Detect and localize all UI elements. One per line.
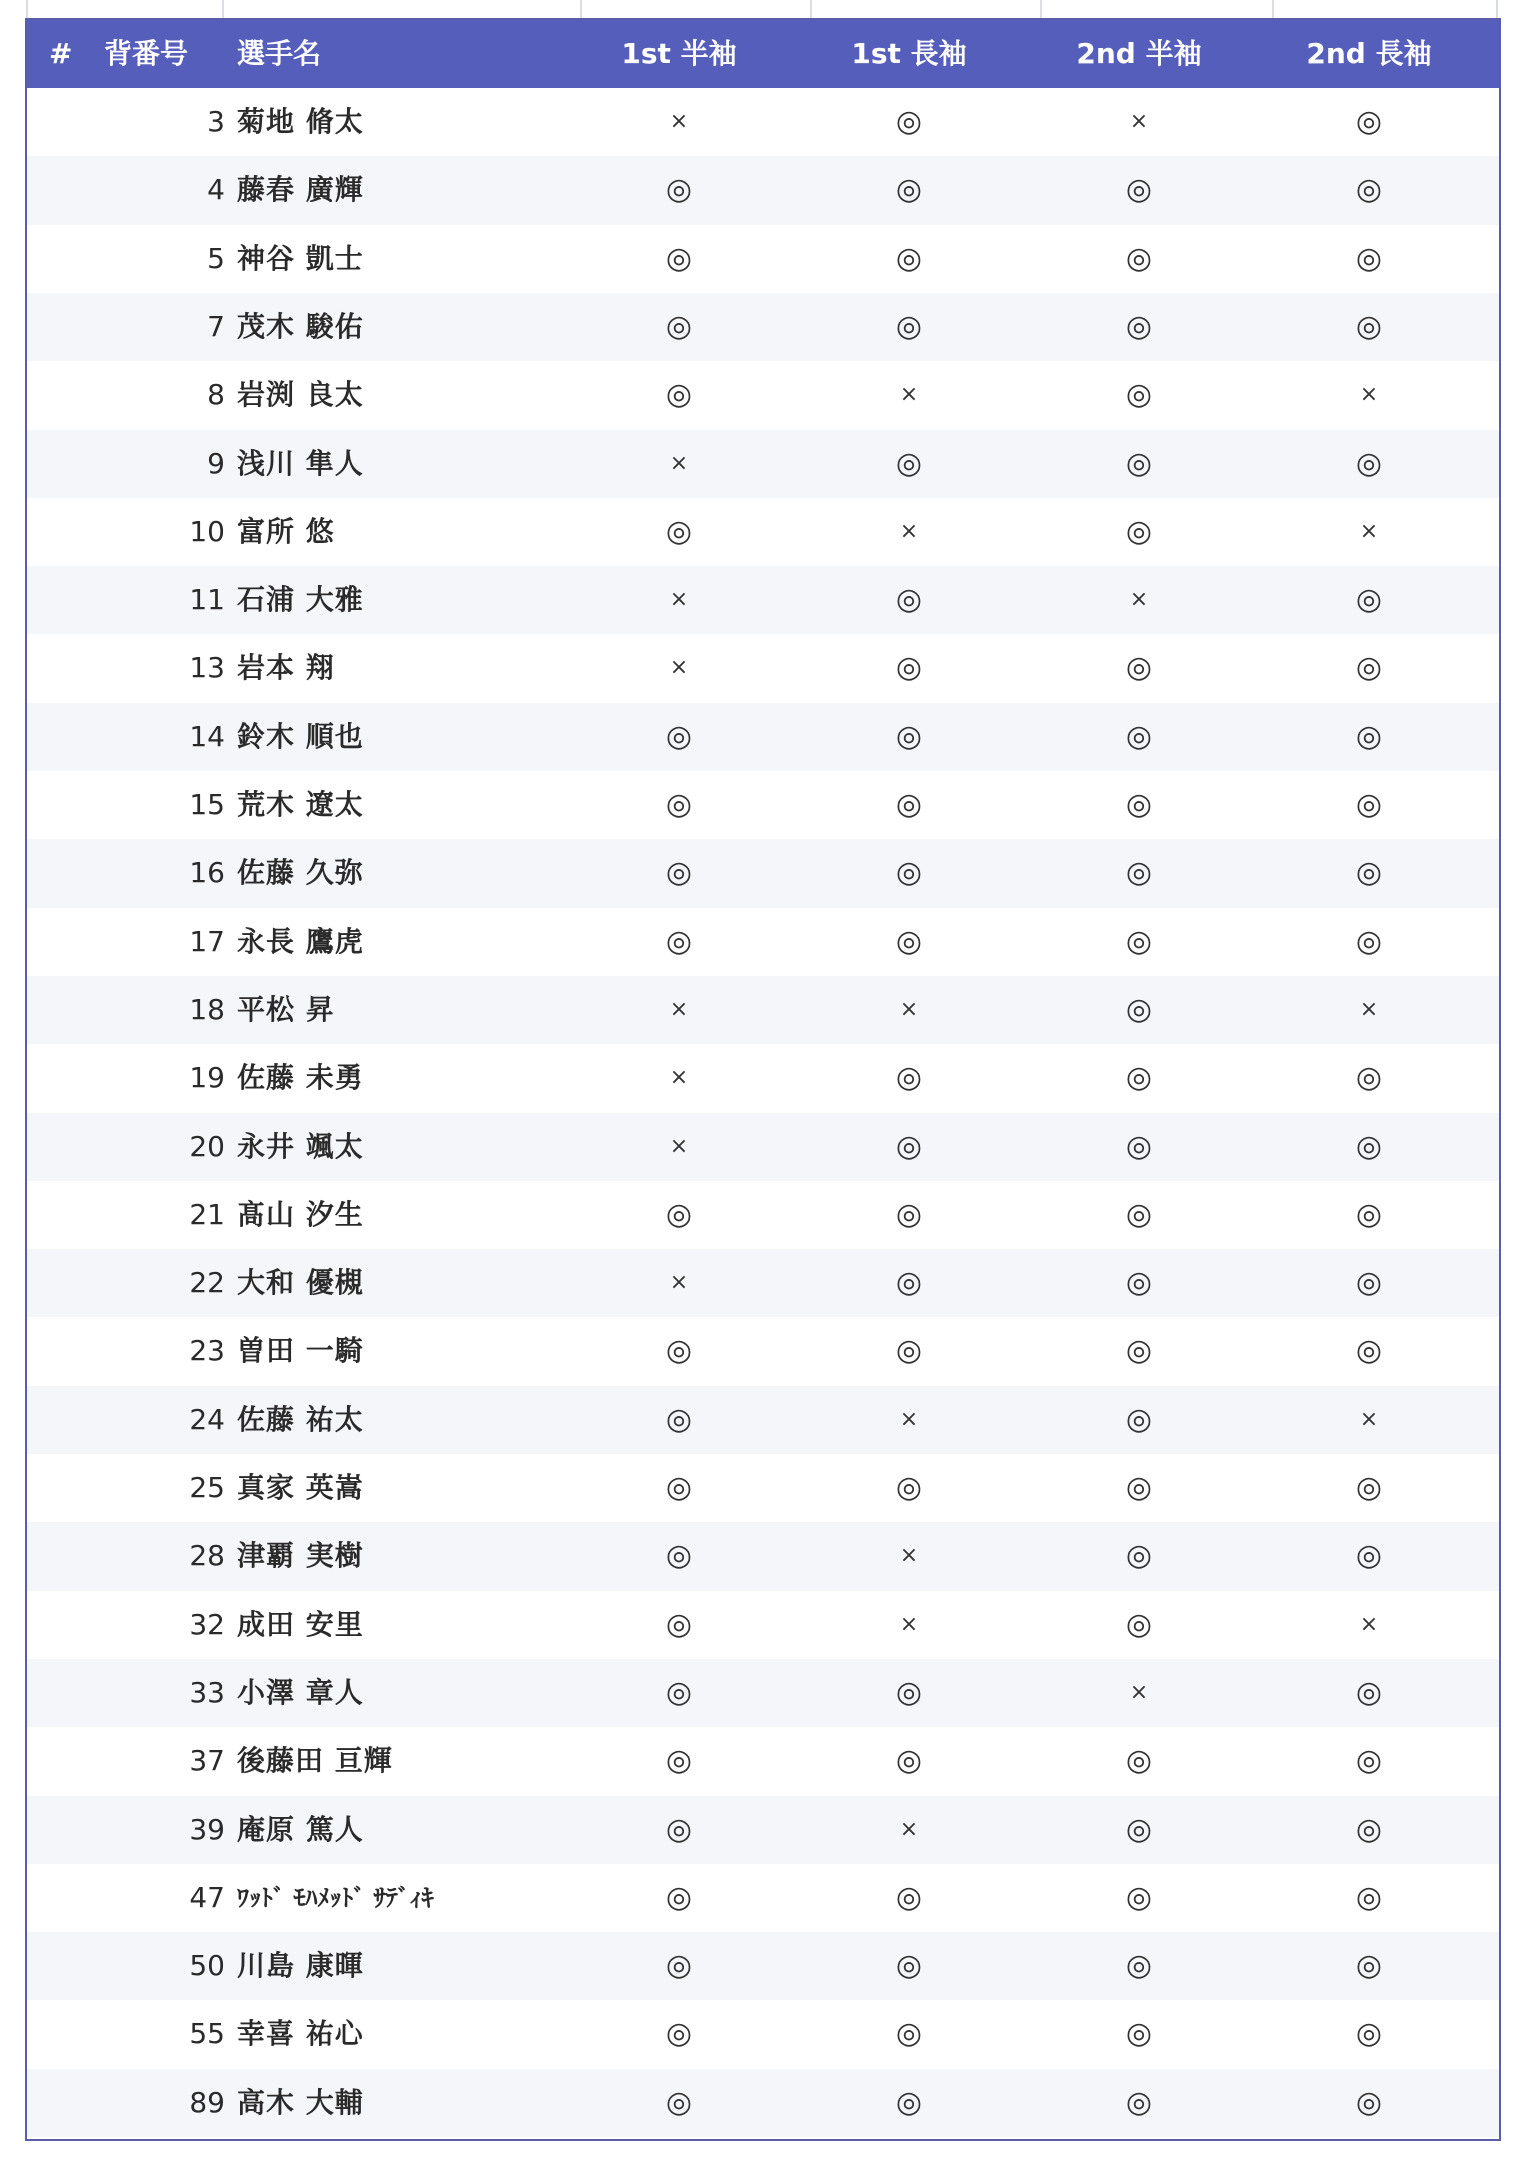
cell-2nd-long-sleeve-available-icon: ◎ <box>1355 1265 1383 1301</box>
header-1st-short-sleeve: 1st 半袖 <box>621 37 737 70</box>
cell-2nd-long-sleeve-available-icon: ◎ <box>1355 1743 1383 1779</box>
cell-2nd-long-sleeve-available-icon: ◎ <box>1355 787 1383 822</box>
player-name: 川島 康暉 <box>237 1949 364 1983</box>
cell-2nd-long-sleeve-available-icon: ◎ <box>1355 1948 1383 1984</box>
player-number: 33 <box>189 1675 225 1709</box>
player-name: 茂木 駿佑 <box>237 309 364 343</box>
player-number: 22 <box>189 1266 225 1300</box>
player-number: 10 <box>189 514 225 548</box>
player-number: 47 <box>189 1880 225 1914</box>
cell-2nd-short-sleeve-available-icon: ◎ <box>1125 240 1153 276</box>
table-row <box>27 1044 1499 1112</box>
cell-1st-short-sleeve-available-icon: ◎ <box>665 855 693 891</box>
table-row <box>27 430 1499 498</box>
table-row <box>27 566 1499 634</box>
cell-2nd-short-sleeve-available-icon: ◎ <box>1125 308 1153 344</box>
cell-1st-short-sleeve-available-icon: ◎ <box>665 1674 693 1710</box>
player-name: 岩渕 良太 <box>237 378 364 412</box>
cell-2nd-short-sleeve-available-icon: ◎ <box>1125 445 1153 481</box>
player-name: ﾜｯﾄﾞ ﾓﾊﾒｯﾄﾞ ｻﾃﾞｨｷ <box>237 1883 434 1912</box>
cell-2nd-short-sleeve-available-icon: ◎ <box>1125 1470 1153 1505</box>
cell-1st-long-sleeve-available-icon: ◎ <box>895 1879 923 1915</box>
cell-1st-short-sleeve-available-icon: ◎ <box>665 2016 693 2052</box>
table-top-edge <box>26 0 1498 18</box>
player-number: 32 <box>189 1607 225 1641</box>
player-number: 11 <box>189 583 225 617</box>
cell-1st-long-sleeve-unavailable-icon: × <box>899 1543 919 1569</box>
cell-1st-short-sleeve-available-icon: ◎ <box>665 172 693 208</box>
table-row <box>27 2000 1499 2068</box>
cell-2nd-long-sleeve-unavailable-icon: × <box>1359 1611 1379 1637</box>
cell-1st-long-sleeve-available-icon: ◎ <box>895 2084 923 2120</box>
table-row <box>27 1113 1499 1181</box>
cell-1st-short-sleeve-available-icon: ◎ <box>665 718 693 754</box>
cell-1st-long-sleeve-unavailable-icon: × <box>899 1816 919 1842</box>
player-name: 菊地 脩太 <box>237 105 364 138</box>
cell-1st-short-sleeve-unavailable-icon: × <box>669 587 689 613</box>
cell-1st-short-sleeve-available-icon: ◎ <box>665 1948 693 1984</box>
cell-1st-short-sleeve-available-icon: ◎ <box>665 1401 693 1437</box>
table-row <box>27 703 1499 771</box>
cell-2nd-short-sleeve-available-icon: ◎ <box>1125 991 1153 1027</box>
cell-1st-long-sleeve-available-icon: ◎ <box>895 1948 923 1984</box>
player-number: 25 <box>189 1471 225 1504</box>
cell-1st-long-sleeve-available-icon: ◎ <box>895 1470 923 1505</box>
player-number: 9 <box>207 446 225 480</box>
player-number: 55 <box>189 2017 225 2051</box>
cell-1st-short-sleeve-available-icon: ◎ <box>665 240 693 276</box>
cell-2nd-long-sleeve-available-icon: ◎ <box>1355 1674 1383 1710</box>
cell-2nd-short-sleeve-available-icon: ◎ <box>1125 1128 1153 1164</box>
cell-1st-long-sleeve-available-icon: ◎ <box>895 1743 923 1779</box>
column-divider <box>222 0 224 18</box>
table-row <box>27 1522 1499 1590</box>
cell-1st-short-sleeve-available-icon: ◎ <box>665 1606 693 1642</box>
table-row <box>27 293 1499 361</box>
player-name: 佐藤 久弥 <box>237 856 364 890</box>
player-number: 8 <box>207 378 225 412</box>
cell-2nd-short-sleeve-available-icon: ◎ <box>1125 1538 1153 1574</box>
player-name: 神谷 凱士 <box>237 241 364 275</box>
table-row <box>27 88 1499 156</box>
table-row <box>27 361 1499 429</box>
cell-1st-long-sleeve-unavailable-icon: × <box>899 996 919 1022</box>
cell-1st-short-sleeve-available-icon: ◎ <box>665 1879 693 1915</box>
player-number: 4 <box>207 173 225 207</box>
cell-2nd-long-sleeve-available-icon: ◎ <box>1355 855 1383 891</box>
cell-2nd-short-sleeve-available-icon: ◎ <box>1125 1811 1153 1847</box>
player-number: 15 <box>189 788 225 821</box>
header-2nd-short-sleeve: 2nd 半袖 <box>1076 37 1202 70</box>
cell-1st-long-sleeve-available-icon: ◎ <box>895 2016 923 2052</box>
cell-2nd-short-sleeve-available-icon: ◎ <box>1125 855 1153 891</box>
cell-1st-long-sleeve-available-icon: ◎ <box>895 308 923 344</box>
player-name: 平松 昇 <box>237 992 335 1026</box>
cell-1st-long-sleeve-available-icon: ◎ <box>895 1128 923 1164</box>
table-row <box>27 1659 1499 1727</box>
cell-1st-long-sleeve-available-icon: ◎ <box>895 787 923 822</box>
cell-1st-long-sleeve-unavailable-icon: × <box>899 1406 919 1432</box>
player-number: 16 <box>189 856 225 890</box>
table-row <box>27 1591 1499 1659</box>
table-header <box>27 20 1499 88</box>
cell-1st-short-sleeve-available-icon: ◎ <box>665 787 693 822</box>
cell-2nd-short-sleeve-available-icon: ◎ <box>1125 718 1153 754</box>
cell-1st-long-sleeve-available-icon: ◎ <box>895 445 923 481</box>
player-number: 23 <box>189 1334 225 1368</box>
cell-1st-long-sleeve-available-icon: ◎ <box>895 718 923 754</box>
cell-1st-short-sleeve-available-icon: ◎ <box>665 1811 693 1847</box>
cell-1st-long-sleeve-unavailable-icon: × <box>899 518 919 544</box>
player-number: 89 <box>189 2085 225 2119</box>
cell-2nd-short-sleeve-available-icon: ◎ <box>1125 172 1153 208</box>
cell-2nd-long-sleeve-available-icon: ◎ <box>1355 308 1383 344</box>
player-number: 20 <box>189 1129 225 1163</box>
cell-2nd-long-sleeve-unavailable-icon: × <box>1359 1406 1379 1432</box>
column-divider <box>580 0 582 18</box>
cell-2nd-long-sleeve-available-icon: ◎ <box>1355 650 1383 686</box>
table-row <box>27 225 1499 293</box>
player-number: 21 <box>189 1197 225 1231</box>
player-number: 5 <box>207 241 225 275</box>
cell-1st-short-sleeve-available-icon: ◎ <box>665 1538 693 1574</box>
cell-2nd-long-sleeve-available-icon: ◎ <box>1355 445 1383 481</box>
cell-2nd-long-sleeve-available-icon: ◎ <box>1355 923 1383 959</box>
table-row <box>27 771 1499 839</box>
cell-1st-short-sleeve-unavailable-icon: × <box>669 1270 689 1296</box>
cell-1st-long-sleeve-available-icon: ◎ <box>895 1333 923 1369</box>
player-number: 19 <box>189 1061 225 1095</box>
player-name: 荒木 遼太 <box>237 788 364 821</box>
cell-1st-long-sleeve-available-icon: ◎ <box>895 240 923 276</box>
cell-2nd-long-sleeve-available-icon: ◎ <box>1355 104 1383 139</box>
cell-1st-long-sleeve-unavailable-icon: × <box>899 1611 919 1637</box>
cell-1st-long-sleeve-available-icon: ◎ <box>895 172 923 208</box>
cell-1st-short-sleeve-available-icon: ◎ <box>665 2084 693 2120</box>
table-row <box>27 1796 1499 1864</box>
cell-1st-short-sleeve-unavailable-icon: × <box>669 109 689 134</box>
player-name: 髙山 汐生 <box>237 1197 364 1231</box>
header-1st-long-sleeve: 1st 長袖 <box>851 37 967 70</box>
cell-2nd-long-sleeve-available-icon: ◎ <box>1355 1811 1383 1847</box>
cell-2nd-short-sleeve-available-icon: ◎ <box>1125 923 1153 959</box>
cell-2nd-long-sleeve-available-icon: ◎ <box>1355 2016 1383 2052</box>
cell-2nd-long-sleeve-available-icon: ◎ <box>1355 1333 1383 1369</box>
cell-2nd-long-sleeve-available-icon: ◎ <box>1355 1470 1383 1505</box>
player-number: 18 <box>189 992 225 1026</box>
table-row <box>27 634 1499 702</box>
cell-1st-long-sleeve-unavailable-icon: × <box>899 382 919 408</box>
header-index: # <box>49 37 73 70</box>
cell-2nd-short-sleeve-unavailable-icon: × <box>1129 587 1149 613</box>
player-number: 7 <box>207 309 225 343</box>
player-number: 17 <box>189 924 225 958</box>
player-name: 鈴木 順也 <box>237 719 364 753</box>
cell-2nd-short-sleeve-available-icon: ◎ <box>1125 1060 1153 1096</box>
cell-1st-long-sleeve-available-icon: ◎ <box>895 1674 923 1710</box>
player-name: 津覇 実樹 <box>237 1539 364 1573</box>
cell-2nd-short-sleeve-available-icon: ◎ <box>1125 2084 1153 2120</box>
cell-1st-short-sleeve-available-icon: ◎ <box>665 377 693 413</box>
cell-1st-long-sleeve-available-icon: ◎ <box>895 104 923 139</box>
player-name: 石浦 大雅 <box>237 583 364 617</box>
cell-1st-short-sleeve-unavailable-icon: × <box>669 1133 689 1159</box>
header-player-name: 選手名 <box>237 37 322 70</box>
cell-1st-long-sleeve-available-icon: ◎ <box>895 1196 923 1232</box>
table-row <box>27 976 1499 1044</box>
player-name: 岩本 翔 <box>237 651 335 685</box>
cell-2nd-short-sleeve-available-icon: ◎ <box>1125 1196 1153 1232</box>
cell-1st-long-sleeve-available-icon: ◎ <box>895 923 923 959</box>
table-row <box>27 1864 1499 1932</box>
cell-2nd-long-sleeve-unavailable-icon: × <box>1359 518 1379 544</box>
player-number: 37 <box>189 1744 225 1778</box>
player-name: 小澤 章人 <box>237 1675 364 1709</box>
player-number: 39 <box>189 1812 225 1846</box>
cell-2nd-long-sleeve-available-icon: ◎ <box>1355 2084 1383 2120</box>
cell-2nd-short-sleeve-available-icon: ◎ <box>1125 787 1153 822</box>
cell-2nd-long-sleeve-available-icon: ◎ <box>1355 1196 1383 1232</box>
player-name: 藤春 廣輝 <box>237 173 364 207</box>
player-number: 28 <box>189 1539 225 1573</box>
table-row <box>27 498 1499 566</box>
cell-2nd-short-sleeve-available-icon: ◎ <box>1125 513 1153 549</box>
column-divider <box>1272 0 1274 18</box>
table-row <box>27 1386 1499 1454</box>
player-name: 浅川 隼人 <box>237 446 364 480</box>
cell-2nd-short-sleeve-unavailable-icon: × <box>1129 1679 1149 1705</box>
table-row <box>27 839 1499 907</box>
table-row <box>27 1249 1499 1317</box>
cell-2nd-short-sleeve-available-icon: ◎ <box>1125 1948 1153 1984</box>
table-row <box>27 156 1499 224</box>
cell-2nd-short-sleeve-unavailable-icon: × <box>1129 109 1149 134</box>
cell-2nd-long-sleeve-available-icon: ◎ <box>1355 172 1383 208</box>
cell-2nd-short-sleeve-available-icon: ◎ <box>1125 650 1153 686</box>
player-name: 成田 安里 <box>237 1607 364 1641</box>
cell-2nd-short-sleeve-available-icon: ◎ <box>1125 1606 1153 1642</box>
player-name: 庵原 篤人 <box>237 1812 364 1846</box>
player-number: 13 <box>189 651 225 685</box>
cell-2nd-long-sleeve-available-icon: ◎ <box>1355 1128 1383 1164</box>
cell-1st-long-sleeve-available-icon: ◎ <box>895 1060 923 1096</box>
cell-2nd-short-sleeve-available-icon: ◎ <box>1125 1879 1153 1915</box>
player-name: 幸喜 祐心 <box>237 2017 364 2051</box>
cell-1st-short-sleeve-available-icon: ◎ <box>665 923 693 959</box>
player-number: 50 <box>189 1949 225 1983</box>
cell-1st-long-sleeve-available-icon: ◎ <box>895 855 923 891</box>
player-name: 富所 悠 <box>237 514 335 548</box>
cell-1st-short-sleeve-unavailable-icon: × <box>669 1065 689 1091</box>
header-number: 背番号 <box>104 37 189 70</box>
cell-2nd-short-sleeve-available-icon: ◎ <box>1125 1265 1153 1301</box>
cell-2nd-long-sleeve-available-icon: ◎ <box>1355 582 1383 618</box>
table-row <box>27 2069 1499 2137</box>
player-name: 曽田 一騎 <box>237 1334 364 1368</box>
cell-2nd-long-sleeve-available-icon: ◎ <box>1355 1879 1383 1915</box>
cell-2nd-short-sleeve-available-icon: ◎ <box>1125 1333 1153 1369</box>
player-name: 佐藤 未勇 <box>237 1061 364 1095</box>
table-row <box>27 1181 1499 1249</box>
player-name: 真家 英嵩 <box>237 1471 364 1504</box>
player-number: 24 <box>189 1402 225 1436</box>
player-name: 高木 大輔 <box>237 2085 364 2119</box>
player-number: 3 <box>207 105 225 138</box>
cell-2nd-short-sleeve-available-icon: ◎ <box>1125 377 1153 413</box>
cell-2nd-long-sleeve-unavailable-icon: × <box>1359 382 1379 408</box>
player-name: 後藤田 亘輝 <box>237 1744 393 1778</box>
cell-2nd-long-sleeve-available-icon: ◎ <box>1355 240 1383 276</box>
player-name: 永井 颯太 <box>237 1129 364 1163</box>
uniform-availability-table <box>25 18 1501 2141</box>
player-name: 佐藤 祐太 <box>237 1402 364 1436</box>
cell-2nd-long-sleeve-available-icon: ◎ <box>1355 718 1383 754</box>
cell-2nd-long-sleeve-unavailable-icon: × <box>1359 996 1379 1022</box>
cell-2nd-long-sleeve-available-icon: ◎ <box>1355 1538 1383 1574</box>
cell-1st-short-sleeve-unavailable-icon: × <box>669 655 689 681</box>
cell-1st-long-sleeve-available-icon: ◎ <box>895 582 923 618</box>
cell-1st-long-sleeve-available-icon: ◎ <box>895 1265 923 1301</box>
cell-2nd-long-sleeve-available-icon: ◎ <box>1355 1060 1383 1096</box>
cell-1st-short-sleeve-available-icon: ◎ <box>665 1196 693 1232</box>
cell-1st-long-sleeve-available-icon: ◎ <box>895 650 923 686</box>
table-row <box>27 1932 1499 2000</box>
table-row <box>27 1317 1499 1385</box>
table-row <box>27 908 1499 976</box>
cell-1st-short-sleeve-unavailable-icon: × <box>669 450 689 476</box>
cell-1st-short-sleeve-available-icon: ◎ <box>665 1333 693 1369</box>
table-row <box>27 1727 1499 1795</box>
header-2nd-long-sleeve: 2nd 長袖 <box>1306 37 1432 70</box>
cell-1st-short-sleeve-available-icon: ◎ <box>665 513 693 549</box>
cell-2nd-short-sleeve-available-icon: ◎ <box>1125 1401 1153 1437</box>
player-name: 永長 鷹虎 <box>237 924 364 958</box>
table-row <box>27 1454 1499 1522</box>
cell-1st-short-sleeve-available-icon: ◎ <box>665 1743 693 1779</box>
column-divider <box>810 0 812 18</box>
cell-2nd-short-sleeve-available-icon: ◎ <box>1125 2016 1153 2052</box>
cell-1st-short-sleeve-unavailable-icon: × <box>669 996 689 1022</box>
cell-1st-short-sleeve-available-icon: ◎ <box>665 1470 693 1505</box>
cell-2nd-short-sleeve-available-icon: ◎ <box>1125 1743 1153 1779</box>
player-number: 14 <box>189 719 225 753</box>
column-divider <box>1040 0 1042 18</box>
cell-1st-short-sleeve-available-icon: ◎ <box>665 308 693 344</box>
player-name: 大和 優槻 <box>237 1266 364 1300</box>
